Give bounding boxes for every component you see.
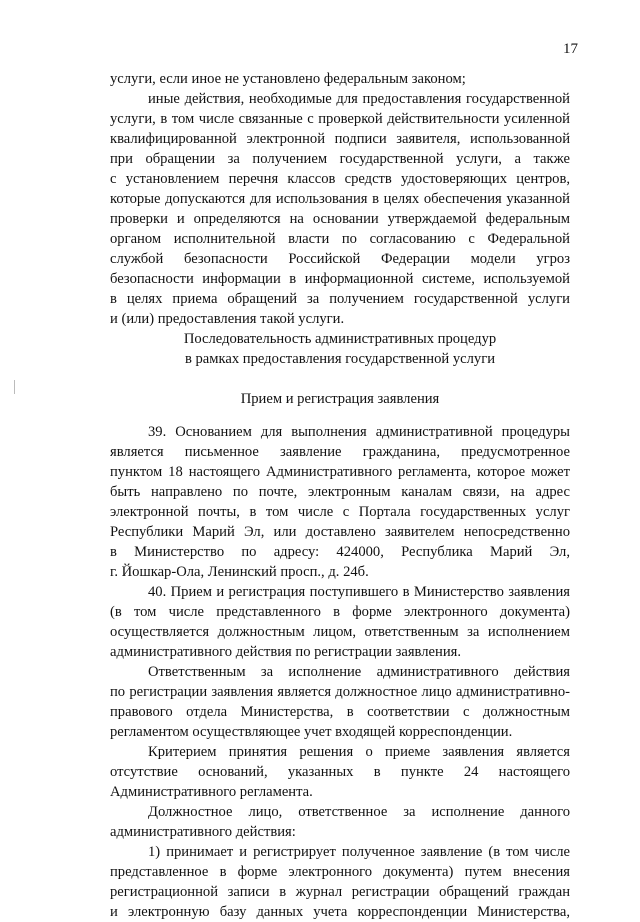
text-line: безопасности информации в информационной системе, используемой [110,271,570,287]
text-line: (в том числе представленного в форме электронного документа) [110,604,570,620]
text-line: представленное в форме электронного документа) путем внесения [110,864,570,880]
text-line: Критерием принятия решения о приеме заявления является [148,744,570,760]
text-line: является письменное заявление гражданина, предусмотренное [110,444,570,460]
text-line: регистрационной записи в журнал регистрации обращений граждан [110,884,570,900]
text-line: услуги, если иное не установлено федеральным законом; [110,71,466,87]
text-line: и (или) предоставления такой услуги. [110,311,345,327]
text-line: с установлением перечня классов средств удостоверяющих центров, [110,171,570,187]
text-line: услуги, в том числе связанные с проверкой действительности усиленной [110,111,570,127]
page-number: 17 [563,41,578,57]
text-line: квалифицированной электронной подписи заявителя, использованной [110,131,570,147]
text-line: административного действия: [110,824,296,840]
text-line: в рамках предоставления государственной услуги [184,351,496,367]
text-line: проверки и определяются на основании утверждаемой федеральным [110,211,570,227]
text-line: Последовательность административных процедур [183,331,497,347]
text-line: и электронную базу данных учета корреспонденции Министерства, [110,904,570,920]
text-line: в Министерство по адресу: 424000, Республика Марий Эл, [110,544,570,560]
text-line: Должностное лицо, ответственное за исполнение данного [148,804,570,820]
text-line: отсутствие оснований, указанных в пункте 24 настоящего [110,764,570,780]
text-line: 40. Прием и регистрация поступившего в Министерство заявления [148,584,570,600]
text-line: при обращении за получением государственной услуги, а также [110,151,570,167]
text-line: Ответственным за исполнение административного действия [148,664,570,680]
text-line: регламентом осуществляющее учет входящей корреспонденции. [110,724,513,740]
text-line: административного действия по регистрации заявления. [110,644,461,660]
text-line: г. Йошкар-Ола, Ленинский просп., д. 24б. [110,564,369,580]
text-line: осуществляется должностным лицом, ответственным за исполнением [110,624,570,640]
text-line: 39. Основанием для выполнения административной процедуры [148,424,570,440]
text-line: правового отдела Министерства, в соответствии с должностным [110,704,570,720]
text-line: Прием и регистрация заявления [240,391,440,407]
text-line: службой безопасности Российской Федерации модели угроз [110,251,570,267]
text-line: электронной почты, в том числе с Портала государственных услуг [110,504,570,520]
text-line: органом исполнительной власти по согласованию с Федеральной [110,231,570,247]
text-line: которые допускаются для использования в целях обеспечения указанной [110,191,570,207]
text-line: 1) принимает и регистрирует полученное заявление (в том числе [148,844,570,860]
text-line: пунктом 18 настоящего Административного регламента, которое может [110,464,570,480]
text-line: Республики Марий Эл, или доставлено заявителем непосредственно [110,524,570,540]
text-line: иные действия, необходимые для предоставления государственной [148,91,570,107]
text-line: Административного регламента. [110,784,313,800]
text-line: быть направлено по почте, электронным каналам связи, на адрес [110,484,570,500]
text-line: по регистрации заявления является должностное лицо административно- [110,684,570,700]
text-line: в целях приема обращений за получением государственной услуги [110,291,570,307]
scan-margin-mark [14,380,15,394]
